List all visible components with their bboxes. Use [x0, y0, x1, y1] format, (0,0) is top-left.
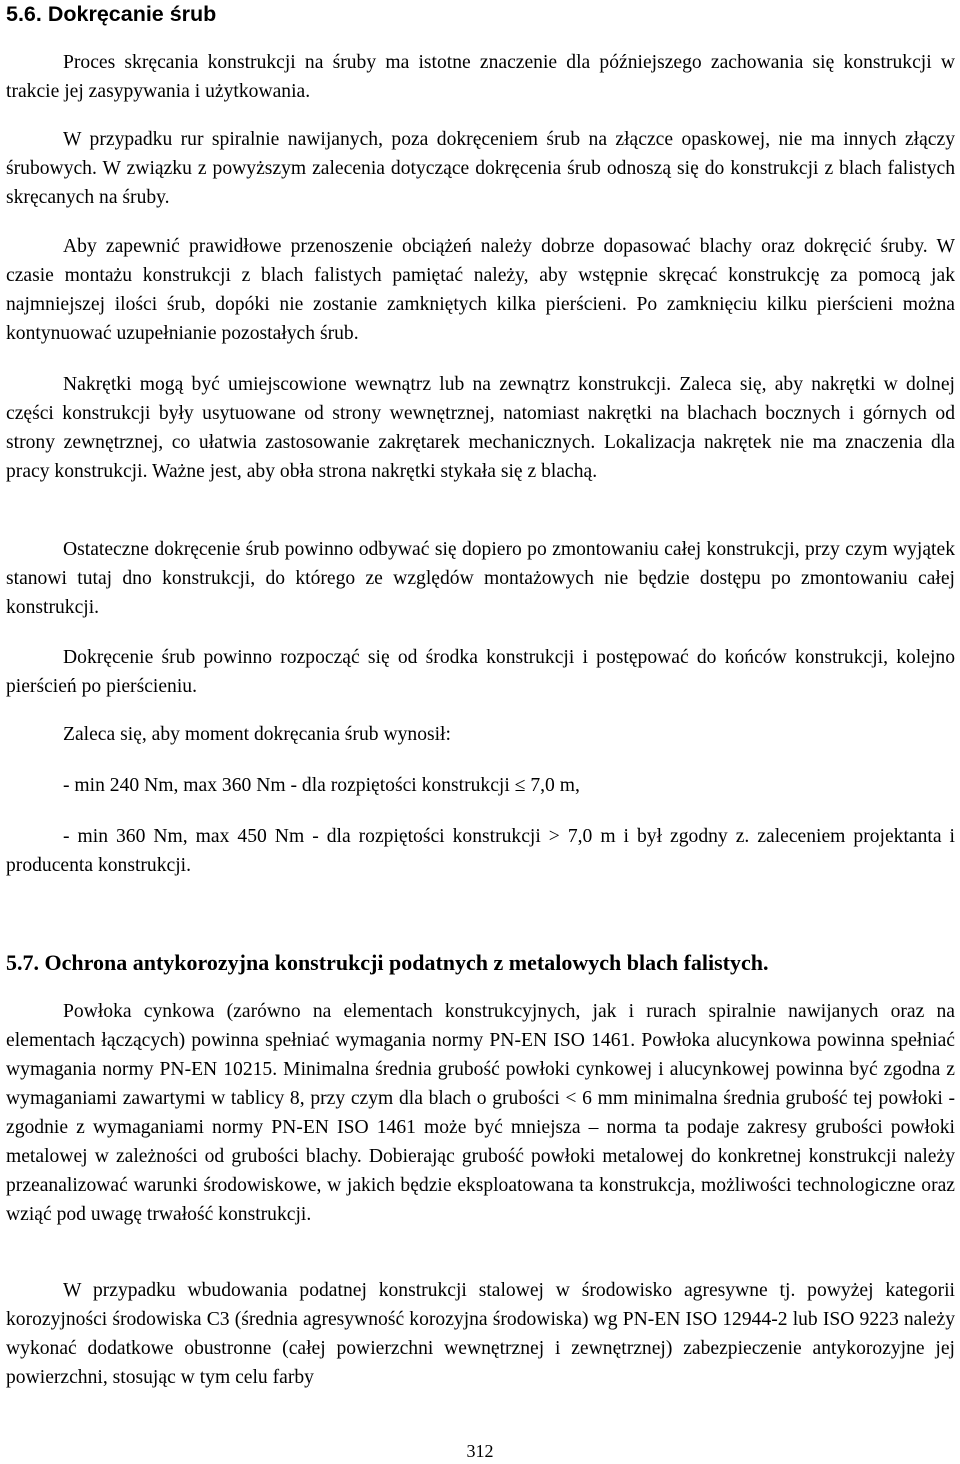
paragraph: Nakrętki mogą być umiejscowione wewnątrz lub na zewnątrz konstrukcji. Zaleca się, aby nakrętki w dolnej części konstrukcji były usytuowane od strony wewnętrznej, natomiast nakrętki na blachach bocznych i górnych od strony zewnętrznej, co ułatwia zastosowanie zakrętarek mechanicznych. Lokalizacja nakrętek nie ma znaczenia dla pracy konstrukcji. Ważne jest, aby obła strona nakrętki stykała się z blachą. — [6, 374, 955, 482]
paragraph: W przypadku wbudowania podatnej konstrukcji stalowej w środowisko agresywne tj. powyżej kategorii korozyjności środowiska C3 (średnia agresywność korozyjna środowiska) wg PN-EN ISO 12944-2 lub ISO 9223 należy wykonać dodatkowe obustronne (całej powierzchni wewnętrznej i zewnętrznej) zabezpieczenie antykorozyjne jej powierzchni, stosując w tym celu farby — [6, 1280, 955, 1388]
paragraph: W przypadku rur spiralnie nawijanych, poza dokręceniem śrub na złączce opaskowej, nie ma innych złączy śrubowych. W związku z powyższym zalecenia dotyczące dokręcenia śrub odnoszą się do konstrukcji z blach falistych skręcanych na śruby. — [6, 129, 955, 208]
paragraph: Dokręcenie śrub powinno rozpocząć się od środka konstrukcji i postępować do końców konstrukcji, kolejno pierścień po pierścieniu. — [6, 647, 955, 697]
section-heading-ochrona-antykorozyjna: 5.7. Ochrona antykorozyjna konstrukcji podatnych z metalowych blach falistych. — [6, 950, 769, 975]
paragraph: Powłoka cynkowa (zarówno na elementach konstrukcyjnych, jak i rurach spiralnie nawijanych oraz na elementach łączących) powinna spełniać wymagania normy PN-EN ISO 1461. Powłoka alucynkowa powinna spełniać wymagania normy PN-EN 10215. Minimalna średnia grubość powłoki cynkowej i alucynkowej powinna być zgodna z wymaganiami zawartymi w tablicy 8, przy czym dla blach o grubości < 6 mm minimalna średnia grubość tej powłoki - zgodnie z wymaganiami normy PN-EN ISO 1461 może być mniejsza – norma ta podaje zakresy grubości powłoki metalowej w zależności od grubości blachy. Dobierając grubość powłoki metalowej do konkretnej konstrukcji należy przeanalizować warunki środowiskowe, w jakich będzie eksploatowana ta konstrukcja, możliwości technologiczne oraz wziąć pod uwagę trwałość konstrukcji. — [6, 1001, 955, 1225]
section-heading-dokrecanie-srub: 5.6. Dokręcanie śrub — [6, 2, 217, 26]
list-item-torque-range: - min 240 Nm, max 360 Nm - dla rozpiętości konstrukcji ≤ 7,0 m, — [63, 775, 580, 796]
paragraph: Ostateczne dokręcenie śrub powinno odbywać się dopiero po zmontowaniu całej konstrukcji, przy czym wyjątek stanowi tutaj dno konstrukcji, do którego ze względów montażowych nie będzie dostępu po zmontowaniu całej konstrukcji. — [6, 539, 955, 618]
paragraph: Proces skręcania konstrukcji na śruby ma istotne znaczenie dla późniejszego zachowania się konstrukcji w trakcie jej zasypywania i użytkowania. — [6, 52, 955, 102]
paragraph: Zaleca się, aby moment dokręcania śrub wynosił: — [63, 724, 451, 745]
paragraph: Aby zapewnić prawidłowe przenoszenie obciążeń należy dobrze dopasować blachy oraz dokręcić śruby. W czasie montażu konstrukcji z blach falistych pamiętać należy, aby wstępnie skręcać konstrukcję za pomocą jak najmniejszej ilości śrub, dopóki nie zostanie zamkniętych kilka pierścieni. Po zamknięciu kilku pierścieni można kontynuować uzupełnianie pozostałych śrub. — [6, 236, 955, 344]
page-number: 312 — [466, 1441, 494, 1461]
list-item-torque-range: - min 360 Nm, max 450 Nm - dla rozpiętości konstrukcji > 7,0 m i był zgodny z. zaleceniem projektanta i producenta konstrukcji. — [6, 826, 955, 876]
